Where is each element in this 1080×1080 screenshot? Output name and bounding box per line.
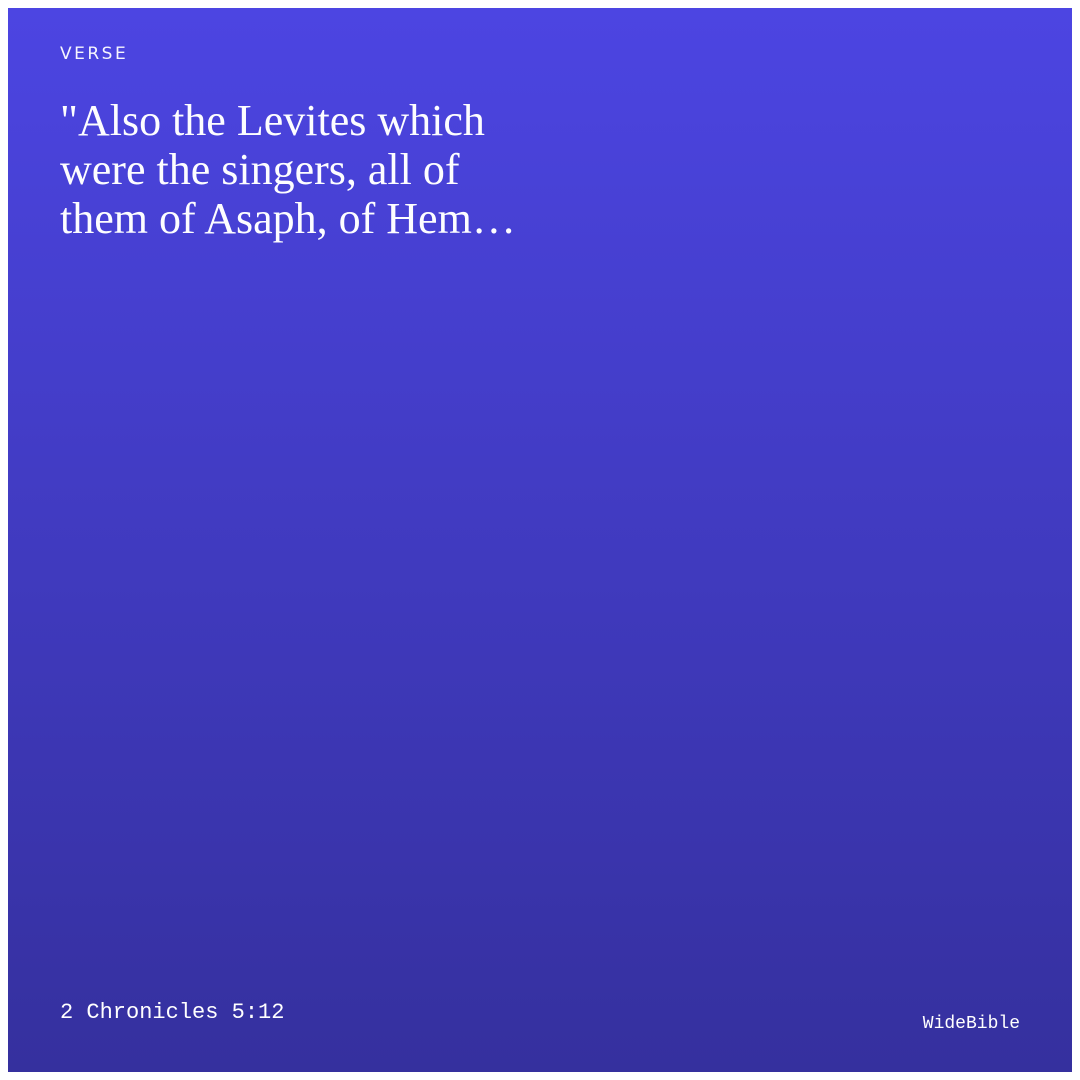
verse-reference: 2 Chronicles 5:12 (60, 1000, 285, 1025)
brand-watermark: WideBible (922, 1014, 1020, 1034)
verse-line-2: were the singers, all of (60, 145, 460, 194)
verse-line-3: them of Asaph, of Hem… (60, 194, 516, 243)
verse-text (60, 96, 516, 243)
verse-kicker-label: VERSE (60, 44, 129, 64)
verse-card (8, 8, 1072, 1072)
verse-line-1: "Also the Levites which (60, 96, 485, 145)
